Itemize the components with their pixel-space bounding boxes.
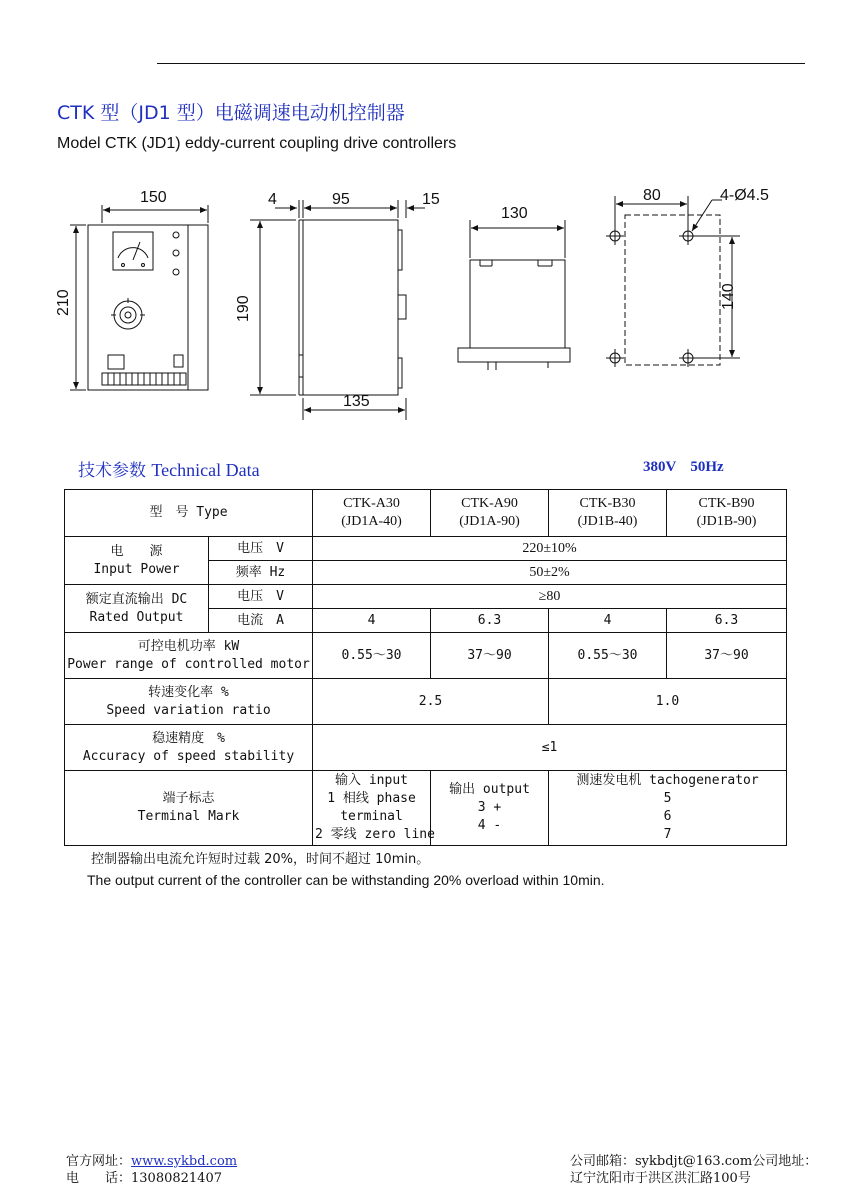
table-row [65,771,787,846]
dim-mount-holes: 4-Ø4.5 [720,187,769,204]
dim-mount-width: 80 [643,187,661,204]
header-rule [157,63,805,64]
supply-frequency: 50Hz [690,459,724,475]
accuracy-value: ≤1 [313,725,787,771]
address: 辽宁沈阳市于洪区洪汇路100号 [570,1171,751,1186]
address-label: 公司地址： [752,1154,818,1169]
input-voltage-value: 220±10% [313,537,787,561]
table-row [65,490,787,537]
dimension-drawings [55,180,790,420]
footer-right [570,1153,817,1187]
input-frequency-value: 50±2% [313,561,787,585]
output-voltage-label: 电压 V [209,585,313,609]
note-cn: 控制器输出电流允许短时过载 20%，时间不超过 10min。 [91,852,430,867]
website-link[interactable]: www.sykbd.com [131,1154,238,1169]
output-current-value: 4 [549,609,667,633]
page-title-en: Model CTK (JD1) eddy-current coupling drive controllers [57,135,457,152]
note-en: The output current of the controller can be withstanding 20% overload within 10min. [87,872,605,888]
input-frequency-label: 频率 Hz [209,561,313,585]
table-row [65,585,787,609]
output-current-value: 6.3 [667,609,787,633]
phone-number: 13080821407 [131,1171,222,1186]
dim-side-c: 15 [422,191,440,208]
accuracy-label: 稳速精度 % Accuracy of speed stability [65,725,313,771]
front-view [70,205,208,390]
top-view [458,220,570,370]
technical-title-en: Technical Data [151,460,260,480]
motor-power-label: 可控电机功率 kW Power range of controlled motor [65,633,313,679]
motor-power-value: 0.55～30 [313,633,431,679]
table-row [65,633,787,679]
input-power-label: 电 源 Input Power [65,537,209,585]
dim-top-width: 130 [501,205,528,222]
dim-front-height: 210 [55,289,72,316]
speed-variation-value: 1.0 [549,679,787,725]
motor-power-value: 37～90 [431,633,549,679]
output-current-label: 电流 A [209,609,313,633]
technical-data-heading [78,456,260,481]
dim-mount-height: 140 [720,283,737,310]
dim-side-depth: 135 [343,393,370,410]
terminal-tacho: 测速发电机 tachogenerator 5 6 7 [549,771,787,846]
table-row [65,679,787,725]
footer-left [66,1153,237,1187]
output-current-value: 4 [313,609,431,633]
terminal-output: 输出 output 3 + 4 - [431,771,549,846]
rated-output-label: 额定直流输出 DC Rated Output [65,585,209,633]
model-cell: CTK-A30 (JD1A-40) [313,490,431,537]
technical-data-table [64,489,787,846]
motor-power-value: 37～90 [667,633,787,679]
terminal-label: 端子标志 Terminal Mark [65,771,313,846]
terminal-input: 输入 input 1 相线 phase terminal 2 零线 zero line [313,771,431,846]
table-row [65,725,787,771]
page-title-cn: CTK 型（JD1 型）电磁调速电动机控制器 [57,102,405,124]
website-label: 官方网址： [66,1154,132,1169]
model-cell: CTK-A90 (JD1A-90) [431,490,549,537]
supply-rating [643,459,738,476]
table-row [65,537,787,561]
type-header: 型 号 Type [65,490,313,537]
email-address[interactable]: sykbdjt@163.com [635,1154,753,1169]
phone-label: 电 话： [66,1171,132,1186]
output-voltage-value: ≥80 [313,585,787,609]
side-view [250,200,425,420]
output-current-value: 6.3 [431,609,549,633]
speed-variation-value: 2.5 [313,679,549,725]
model-cell: CTK-B30 (JD1B-40) [549,490,667,537]
speed-variation-label: 转速变化率 % Speed variation ratio [65,679,313,725]
dim-side-b: 95 [332,191,350,208]
technical-title-cn: 技术参数 [78,461,146,481]
motor-power-value: 0.55～30 [549,633,667,679]
mount-view [606,196,740,367]
email-label: 公司邮箱： [570,1154,636,1169]
supply-voltage: 380V [643,459,677,475]
dim-front-width: 150 [140,189,167,206]
model-cell: CTK-B90 (JD1B-90) [667,490,787,537]
dim-side-height: 190 [235,295,252,322]
dim-side-a: 4 [268,191,277,208]
input-voltage-label: 电压 V [209,537,313,561]
